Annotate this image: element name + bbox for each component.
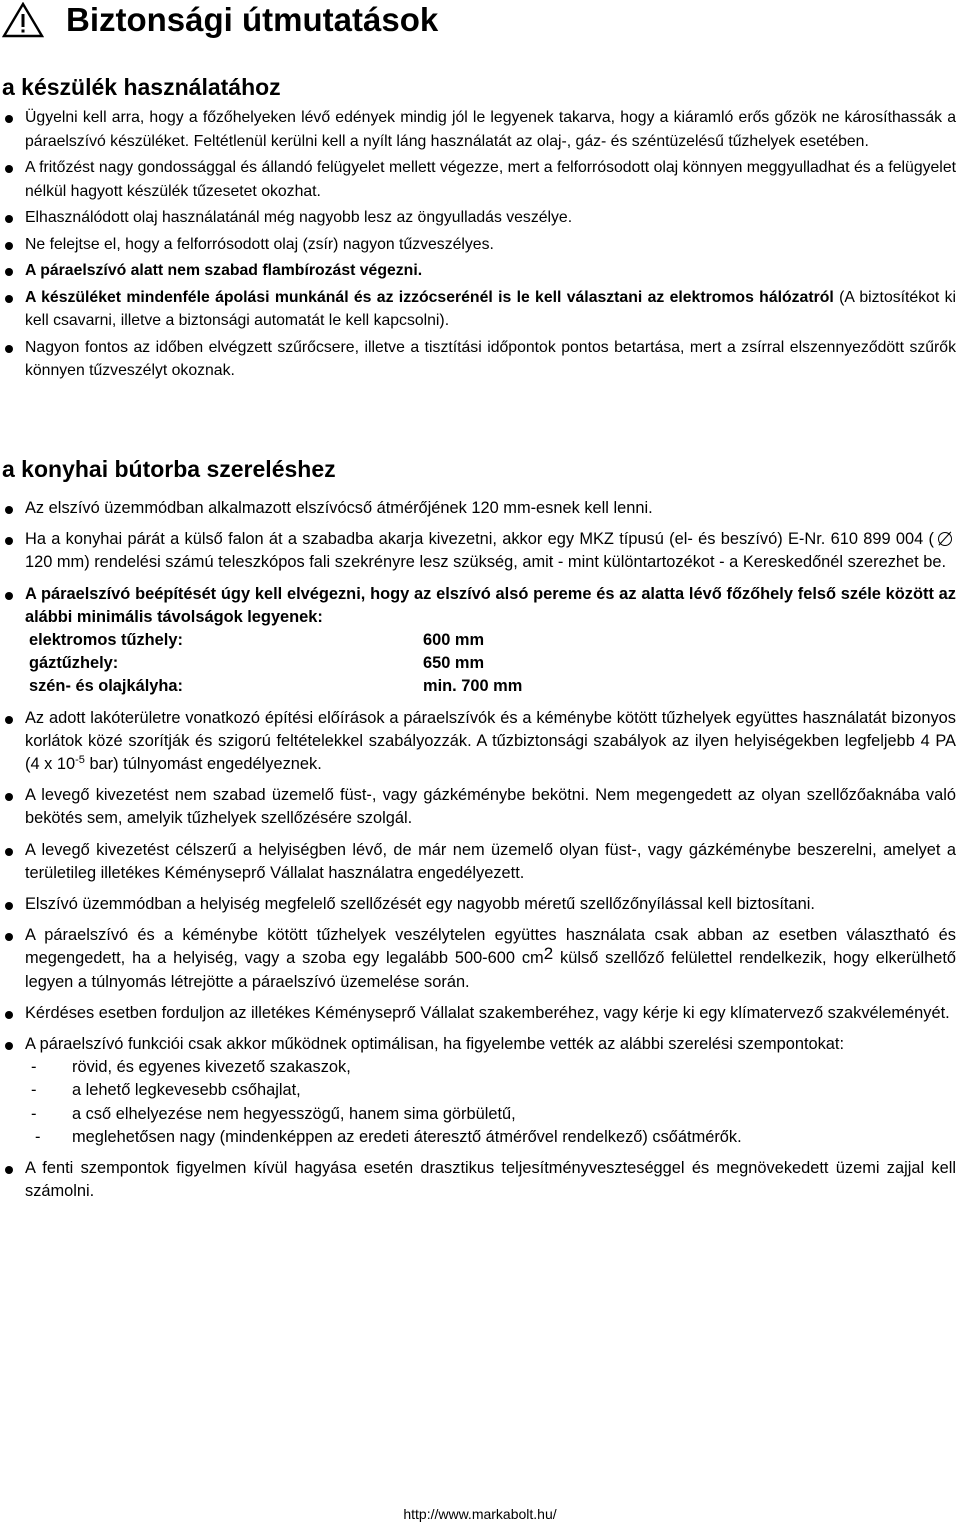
bullet-icon <box>5 1042 13 1050</box>
list-item: Kérdéses esetben forduljon az illetékes Kéményseprő Vállalat szakemberéhez, vagy kérje ki egy klímatervező szakvéleményét. <box>0 1002 960 1025</box>
section-heading-installation: a konyhai bútorba szereléshez <box>2 456 336 482</box>
section-heading-usage: a készülék használatához <box>2 74 281 100</box>
bullet-icon <box>5 933 13 941</box>
list-item: Elszívó üzemmódban a helyiség megfelelő szellőzését egy nagyobb méretű szellőzőnyílással kell biztosítani. <box>0 893 960 916</box>
table-row: elektromos tűzhely: 600 mm <box>29 631 485 650</box>
sub-list-item: - a lehető legkevesebb csőhajlat, <box>31 1081 301 1100</box>
warning-triangle-icon <box>2 2 44 38</box>
bullet-icon <box>5 268 13 276</box>
list-item-regulations: Az adott lakóterületre vonatkozó építési előírások a páraelszívók és a kéménybe kötött tűzhelyek együttes használatát bizonyos korlátok közé szorítják és szigorú feltételekkel szabályozzák. A tűzbiztonsági szabályok az ilyen helyiségekben legfeljebb 4 PA (4 x $10^{-5}$ bar) túlnyomást engedélyeznek. <box>0 707 960 777</box>
bullet-icon <box>5 1011 13 1019</box>
bullet-icon <box>5 592 13 600</box>
list-item-disconnect-warning: A készüléket mindenféle ápolási munkánál és az izzócserénél is le kell választani az elektromos hálózatról (A biztosítékot ki kell csavarni, illetve a biztonsági automatát le kell kapcsolni). <box>0 286 960 333</box>
list-item: Ügyelni kell arra, hogy a főzőhelyeken lévő edények mindig jól le legyenek takarva, hogy a kiáramló erős gőzök ne károsíthassák a páraelszívó készüléket. Feltétlenül kerülni kell a nyílt láng használatát az olaj-, gáz- és széntüzelésű tűzhelyek esetében. <box>0 106 960 153</box>
diameter-icon <box>938 532 952 546</box>
table-row: gáztűzhely: 650 mm <box>29 654 485 673</box>
sub-list-item: - rövid, és egyenes kivezető szakaszok, <box>31 1058 351 1077</box>
bullet-icon <box>5 242 13 250</box>
title-row <box>2 0 438 40</box>
bullet-icon <box>5 165 13 173</box>
bullet-icon <box>5 848 13 856</box>
bullet-icon <box>5 345 13 353</box>
list-item-combined-use: A páraelszívó és a kéménybe kötött tűzhelyek veszélytelen együttes használata csak abban az esetben választható és megengedett, ha a helyiség, vagy a szoba egy legalább 500-600 $cm^2$ külső szellőző felülettel rendelkezik, hogy elkerülhető legyen a túlnyomás létrejötte a páraelszívó üzemelése során. <box>0 924 960 994</box>
list-item: Nagyon fontos az időben elvégzett szűrőcsere, illetve a tisztítási időpontok pontos betartása, mert a zsírral elszennyeződött szűrők könnyen tűzveszélyt okoznak. <box>0 336 960 383</box>
table-row: szén- és olajkályha: min. 700 mm <box>29 677 523 696</box>
clearance-table <box>29 629 960 699</box>
list-item-clearance: A páraelszívó beépítését úgy kell elvégezni, hogy az elszívó alsó pereme és az alatta lévő főzőhely felső széle között az alábbi minimális távolságok legyenek: elektromos tűzhely: 600 mm gáztűzhely: 650 mm szén- és olajkályha: min. 700 mm <box>0 583 960 699</box>
list-item-duct-diameter: Az elszívó üzemmódban alkalmazott elszívócső átmérőjének 120 mm-esnek kell lenni. <box>0 497 960 520</box>
list-item: A levegő kivezetést nem szabad üzemelő füst-, vagy gázkéménybe bekötni. Nem megengedett az olyan szellőzőaknába való bekötés sem, amelyik tűzhelyek szellőzésére szolgál. <box>0 784 960 830</box>
bullet-icon <box>5 295 13 303</box>
list-item: Ne felejtse el, hogy a felforrósodott olaj (zsír) nagyon tűzveszélyes. <box>0 233 960 257</box>
installation-list <box>0 497 960 1211</box>
page-title: Biztonsági útmutatások <box>66 1 439 38</box>
list-item-optimal-operation: A páraelszívó funkciói csak akkor működnek optimálisan, ha figyelembe vették az alábbi szerelési szempontokat: - rövid, és egyenes kivezető szakaszok, - a lehető legkevesebb csőhajlat, - a cső elhelyezése nem hegyesszögű, hanem sima görbületű, - meglehetősen nagy (mindenképpen az eredeti áteresztő átmérővel rendelkező) csőátmérők. <box>0 1033 960 1149</box>
bullet-icon <box>5 506 13 514</box>
list-item: A levegő kivezetést célszerű a helyiségben lévő, de már nem üzemelő olyan füst-, vagy gázkéménybe beszerelni, amelyet a területileg illetékes Kéményseprő Vállalat használatra engedélyezett. <box>0 839 960 885</box>
footer-url: http://www.markabolt.hu/ <box>403 1506 557 1522</box>
bullet-icon <box>5 902 13 910</box>
bullet-icon <box>5 793 13 801</box>
bullet-icon <box>5 115 13 123</box>
list-item-flambe-warning: A páraelszívó alatt nem szabad flambírozást végezni. <box>0 259 960 283</box>
bullet-icon <box>5 215 13 223</box>
bullet-icon <box>5 716 13 724</box>
sub-list-item: - meglehetősen nagy (mindenképpen az eredeti áteresztő átmérővel rendelkező) csőátmérők. <box>35 1127 742 1146</box>
bullet-icon <box>5 1166 13 1174</box>
list-item: A fenti szempontok figyelmen kívül hagyása esetén drasztikus teljesítményveszteséggel és megnövekedett üzemi zajjal kell számolni. <box>0 1157 960 1203</box>
list-item-external-wall: Ha a konyhai párát a külső falon át a szabadba akarja kivezetni, akkor egy MKZ típusú (el- és beszívó) E-Nr. 610 899 004 ( 120 mm) rendelési számú teleszkópos fali szekrényre lesz szükség, amit - mint különtartozékot - a Kereskedőnél szerezhet be. <box>0 528 960 574</box>
usage-safety-list <box>0 106 960 386</box>
list-item: Elhasználódott olaj használatánál még nagyobb lesz az öngyulladás veszélye. <box>0 206 960 230</box>
list-item: A fritőzést nagy gondossággal és állandó felügyelet mellett végezze, mert a felforrósodott olaj könnyen meggyulladhat és a felügyelet nélkül hagyott készülék tűzesetet okozhat. <box>0 156 960 203</box>
bullet-icon <box>5 537 13 545</box>
optimal-points-list <box>25 1056 956 1149</box>
sub-list-item: - a cső elhelyezése nem hegyesszögű, hanem sima görbületű, <box>31 1104 516 1123</box>
